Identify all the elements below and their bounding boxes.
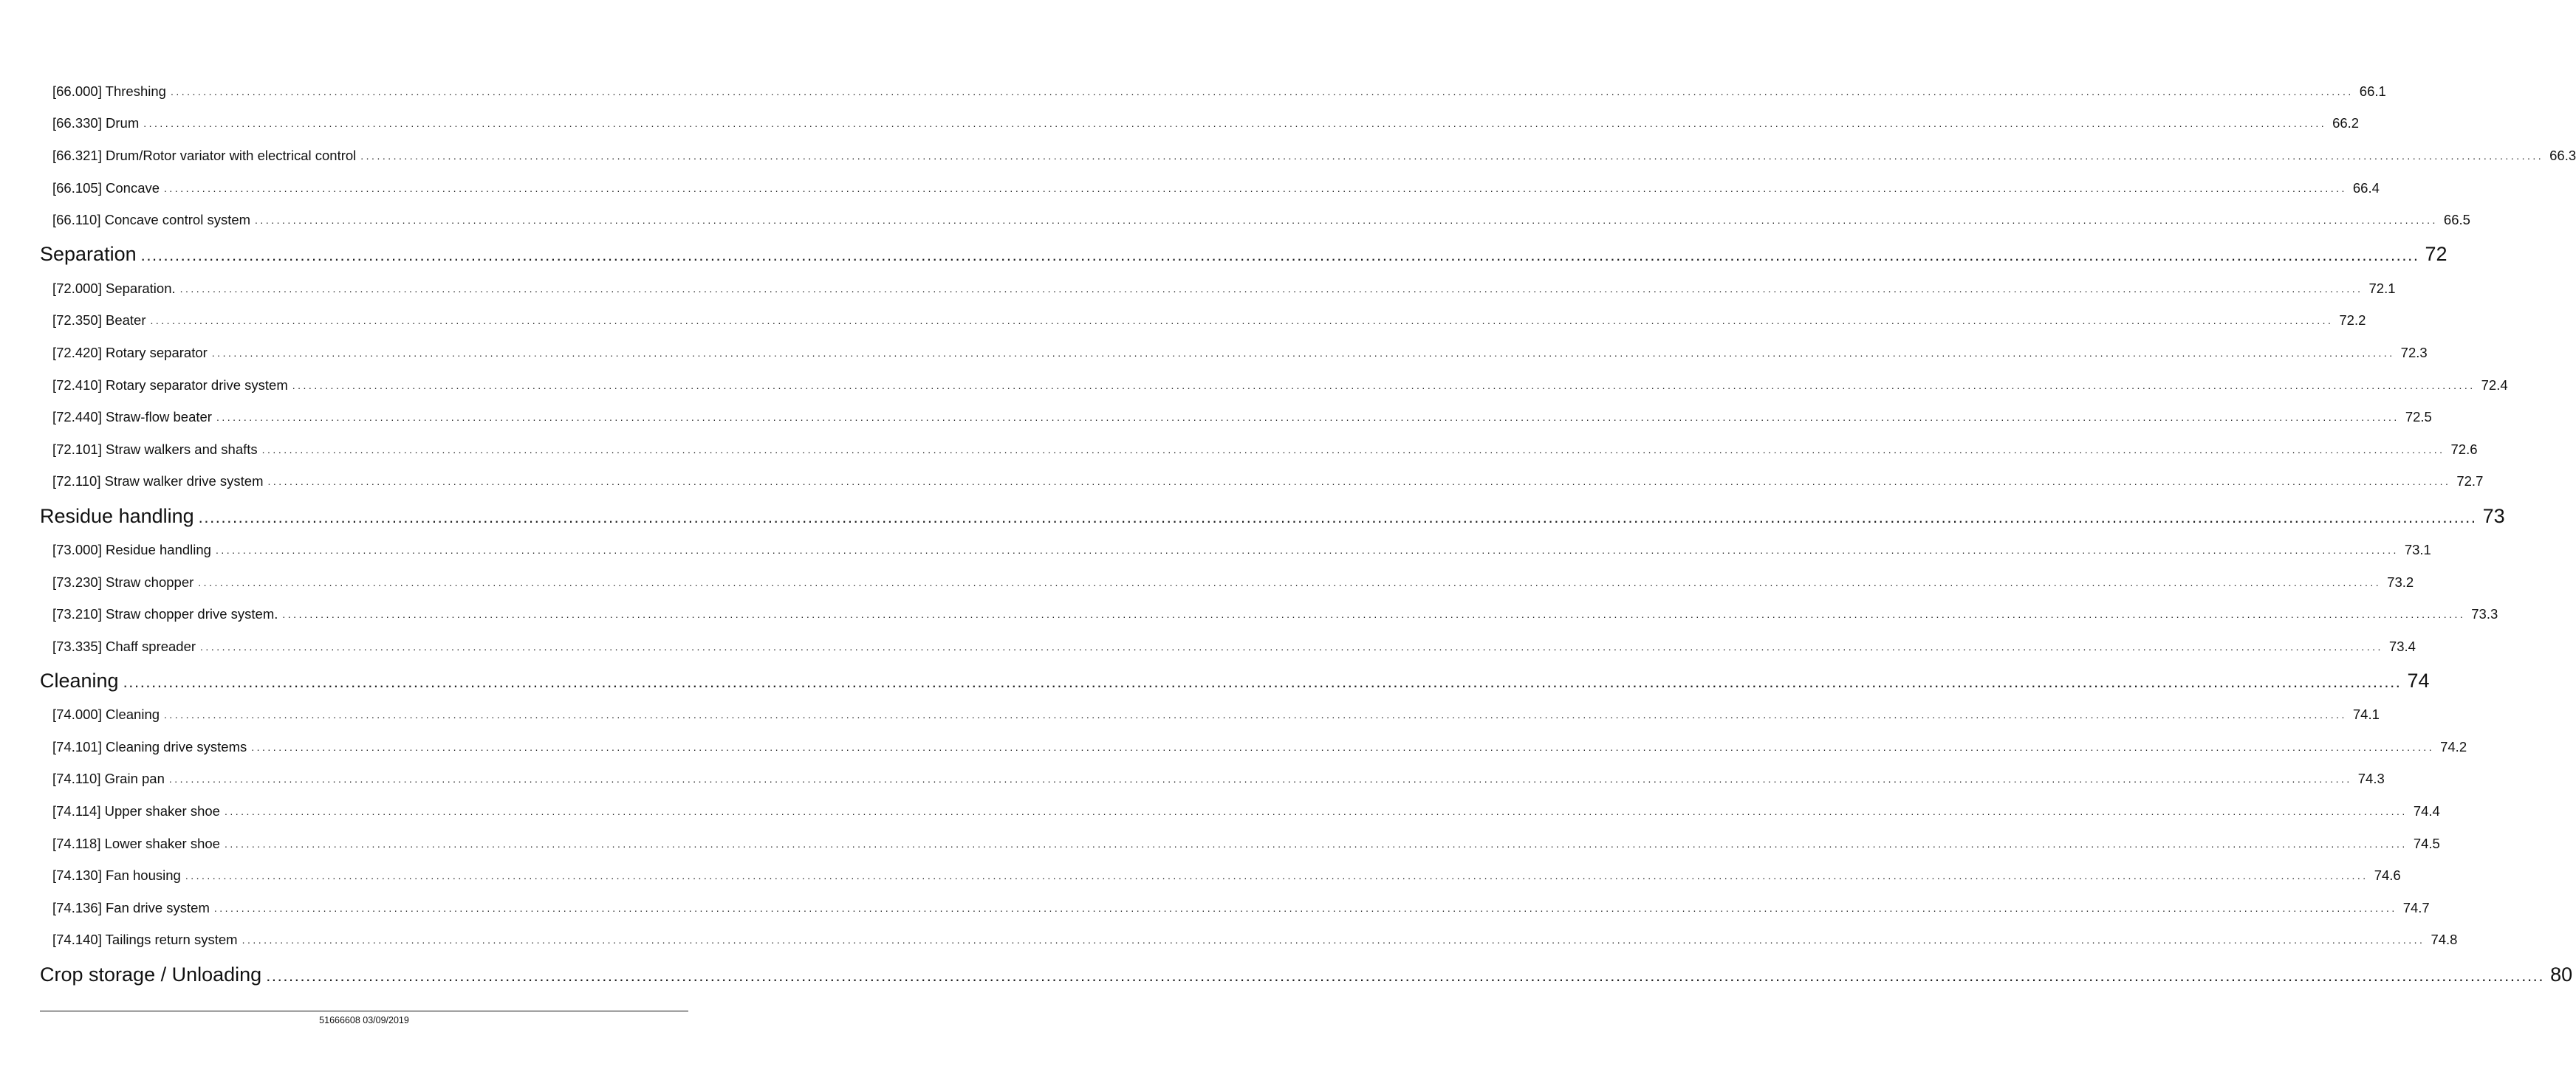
toc-dot-leader: ................................................................................................................................................................................................................................................................................................................................................................................................................ [164, 709, 2347, 721]
toc-entry-title: [73.335] Chaff spreader [52, 638, 196, 654]
toc-entry-title: [66.105] Concave [52, 179, 160, 196]
toc-entry-title: [73.210] Straw chopper drive system. [52, 606, 278, 622]
toc-entry-page-number: 72.7 [2456, 473, 2484, 489]
toc-entry-title: [72.101] Straw walkers and shafts [52, 441, 258, 457]
toc-subsection-entry[interactable] [40, 763, 2385, 796]
toc-subsection-entry[interactable] [40, 272, 2396, 305]
toc-entry-page-number: 74.1 [2352, 707, 2380, 723]
toc-entry-title: [72.420] Rotary separator [52, 344, 208, 360]
toc-subsection-entry[interactable] [40, 828, 2440, 860]
toc-entry-page-number: 72.1 [2368, 280, 2396, 296]
toc-entry-page-number: 74.7 [2402, 899, 2430, 915]
toc-subsection-entry[interactable] [40, 795, 2440, 828]
toc-entry-title: [66.000] Threshing [52, 83, 166, 99]
toc-subsection-entry[interactable] [40, 108, 2360, 140]
toc-entry-title: [74.136] Fan drive system [52, 899, 210, 915]
toc-subsection-entry[interactable] [40, 433, 2478, 466]
toc-subsection-entry[interactable] [40, 892, 2430, 924]
toc-dot-leader: ................................................................................................................................................................................................................................................................................................................................................................................................................ [200, 640, 2383, 653]
toc-entry-title: Crop storage / Unloading [40, 963, 262, 986]
toc-entry-page-number: 73.4 [2388, 638, 2416, 654]
toc-dot-leader: ................................................................................................................................................................................................................................................................................................................................................................................................................ [170, 85, 2354, 97]
toc-subsection-entry[interactable] [40, 140, 2576, 172]
footer-doc-reference: 51666608 03/09/2019 [319, 1015, 409, 1025]
toc-dot-leader: ................................................................................................................................................................................................................................................................................................................................................................................................................ [123, 673, 2402, 691]
toc-dot-leader: ................................................................................................................................................................................................................................................................................................................................................................................................................ [213, 901, 2397, 914]
toc-dot-leader: ................................................................................................................................................................................................................................................................................................................................................................................................................ [164, 182, 2347, 194]
toc-subsection-entry[interactable] [40, 859, 2401, 892]
toc-section-entry[interactable] [40, 236, 2447, 272]
toc-dot-leader: ................................................................................................................................................................................................................................................................................................................................................................................................................ [168, 773, 2352, 786]
toc-subsection-entry[interactable] [40, 369, 2508, 402]
toc-dot-leader: ................................................................................................................................................................................................................................................................................................................................................................................................................ [198, 576, 2382, 588]
toc-dot-leader: ................................................................................................................................................................................................................................................................................................................................................................................................................ [224, 837, 2408, 850]
toc-subsection-entry[interactable] [40, 75, 2386, 108]
toc-entry-page-number: 66.3 [2549, 147, 2576, 163]
toc-subsection-entry[interactable] [40, 204, 2470, 236]
toc-dot-leader: ................................................................................................................................................................................................................................................................................................................................................................................................................ [211, 346, 2395, 359]
toc-subsection-entry[interactable] [40, 731, 2467, 763]
toc-entry-page-number: 74.8 [2431, 932, 2458, 948]
toc-entry-title: [66.321] Drum/Rotor variator with electrical control [52, 147, 357, 163]
toc-entry-page-number: 66.5 [2443, 212, 2470, 228]
toc-dot-leader: ................................................................................................................................................................................................................................................................................................................................................................................................................ [224, 805, 2408, 818]
toc-entry-title: [72.410] Rotary separator drive system [52, 377, 288, 393]
toc-subsection-entry[interactable] [40, 172, 2380, 204]
toc-dot-leader: ................................................................................................................................................................................................................................................................................................................................................................................................................ [261, 443, 2445, 456]
toc-dot-leader: ................................................................................................................................................................................................................................................................................................................................................................................................................ [255, 214, 2438, 227]
toc-entry-title: [74.114] Upper shaker shoe [52, 803, 220, 819]
toc-entry-page-number: 80 [2550, 963, 2573, 986]
toc-entry-page-number: 66.4 [2352, 179, 2380, 196]
toc-entry-page-number: 72 [2425, 243, 2447, 266]
toc-dot-leader: ................................................................................................................................................................................................................................................................................................................................................................................................................ [185, 870, 2368, 882]
toc-subsection-entry[interactable] [40, 337, 2428, 369]
toc-entry-page-number: 74.2 [2440, 738, 2467, 755]
toc-entry-page-number: 66.2 [2332, 115, 2360, 131]
toc-entry-title: [73.230] Straw chopper [52, 574, 194, 590]
toc-entry-title: [74.110] Grain pan [52, 771, 165, 787]
toc-entry-title: [74.101] Cleaning drive systems [52, 738, 247, 755]
toc-dot-leader: ................................................................................................................................................................................................................................................................................................................................................................................................................ [143, 117, 2327, 130]
toc-dot-leader: ................................................................................................................................................................................................................................................................................................................................................................................................................ [282, 608, 2466, 621]
toc-entry-page-number: 72.4 [2481, 377, 2508, 393]
toc-entry-title: [72.110] Straw walker drive system [52, 473, 264, 489]
toc-subsection-entry[interactable] [40, 401, 2432, 433]
toc-subsection-entry[interactable] [40, 566, 2414, 599]
toc-entry-page-number: 74 [2407, 670, 2430, 692]
toc-dot-leader: ................................................................................................................................................................................................................................................................................................................................................................................................................ [140, 246, 2419, 265]
toc-subsection-entry[interactable] [40, 534, 2431, 566]
toc-entry-page-number: 74.6 [2374, 867, 2401, 884]
toc-entry-page-number: 66.1 [2359, 83, 2386, 99]
table-of-contents [40, 75, 2576, 992]
toc-subsection-entry[interactable] [40, 699, 2380, 732]
toc-subsection-entry[interactable] [40, 466, 2484, 498]
toc-subsection-entry[interactable] [40, 630, 2416, 663]
toc-entry-title: Separation [40, 243, 137, 266]
toc-dot-leader: ................................................................................................................................................................................................................................................................................................................................................................................................................ [179, 282, 2363, 295]
toc-subsection-entry[interactable] [40, 598, 2498, 630]
toc-dot-leader: ................................................................................................................................................................................................................................................................................................................................................................................................................ [292, 379, 2476, 391]
toc-dot-leader: ................................................................................................................................................................................................................................................................................................................................................................................................................ [251, 740, 2435, 753]
toc-entry-title: Cleaning [40, 670, 119, 692]
toc-entry-title: [73.000] Residue handling [52, 541, 211, 557]
toc-subsection-entry[interactable] [40, 924, 2458, 957]
toc-entry-page-number: 72.3 [2400, 344, 2428, 360]
toc-entry-title: [74.140] Tailings return system [52, 932, 238, 948]
toc-dot-leader: ................................................................................................................................................................................................................................................................................................................................................................................................................ [242, 934, 2425, 946]
toc-entry-title: Residue handling [40, 504, 194, 527]
toc-entry-title: [66.110] Concave control system [52, 212, 251, 228]
toc-dot-leader: ................................................................................................................................................................................................................................................................................................................................................................................................................ [360, 149, 2544, 162]
toc-entry-title: [72.000] Separation. [52, 280, 176, 296]
toc-entry-title: [72.350] Beater [52, 312, 146, 329]
toc-dot-leader: ................................................................................................................................................................................................................................................................................................................................................................................................................ [267, 475, 2451, 488]
toc-entry-title: [72.440] Straw-flow beater [52, 409, 212, 425]
toc-entry-title: [66.330] Drum [52, 115, 140, 131]
toc-dot-leader: ................................................................................................................................................................................................................................................................................................................................................................................................................ [216, 411, 2399, 424]
toc-entry-page-number: 73 [2482, 504, 2505, 527]
toc-subsection-entry[interactable] [40, 305, 2366, 337]
toc-section-entry[interactable] [40, 663, 2430, 699]
toc-entry-page-number: 73.2 [2387, 574, 2414, 590]
toc-entry-title: [74.000] Cleaning [52, 707, 160, 723]
toc-entry-page-number: 73.3 [2471, 606, 2498, 622]
toc-dot-leader: ................................................................................................................................................................................................................................................................................................................................................................................................................ [198, 507, 2477, 526]
toc-entry-page-number: 72.6 [2450, 441, 2478, 457]
toc-entry-page-number: 72.5 [2405, 409, 2432, 425]
toc-entry-title: [74.118] Lower shaker shoe [52, 835, 220, 851]
toc-entry-page-number: 73.1 [2404, 541, 2431, 557]
toc-entry-page-number: 72.2 [2339, 312, 2366, 329]
toc-section-entry[interactable] [40, 498, 2505, 534]
toc-entry-page-number: 74.4 [2413, 803, 2440, 819]
toc-entry-title: [74.130] Fan housing [52, 867, 181, 884]
toc-dot-leader: ................................................................................................................................................................................................................................................................................................................................................................................................................ [150, 314, 2334, 327]
toc-entry-page-number: 74.5 [2413, 835, 2440, 851]
toc-dot-leader: ................................................................................................................................................................................................................................................................................................................................................................................................................ [215, 543, 2399, 556]
toc-dot-leader: ................................................................................................................................................................................................................................................................................................................................................................................................................ [266, 966, 2545, 985]
toc-section-entry[interactable] [40, 956, 2573, 992]
toc-entry-page-number: 74.3 [2357, 771, 2385, 787]
